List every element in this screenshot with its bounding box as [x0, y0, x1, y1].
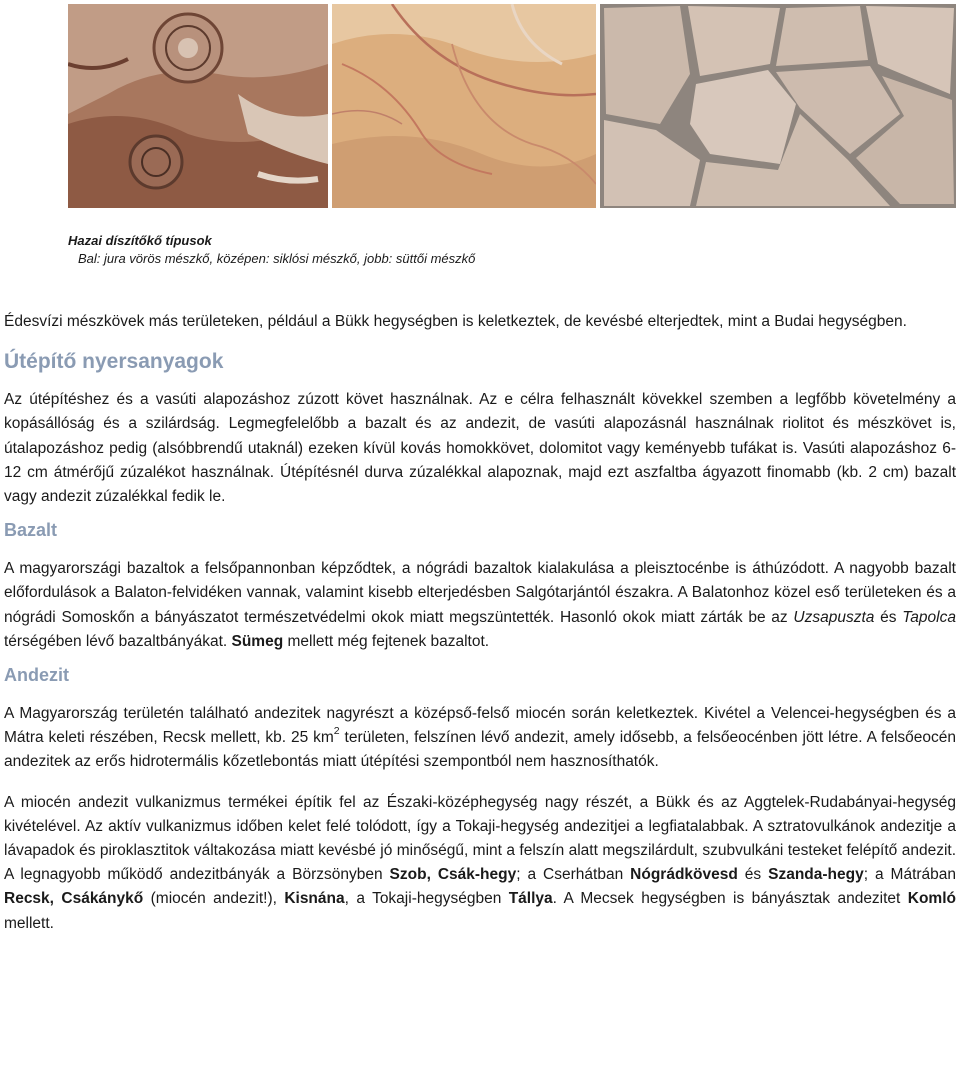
quarry-szanda: Szanda-hegy — [768, 866, 864, 884]
document-body — [4, 310, 956, 936]
andezit-text-2f: , a Tokaji-hegységben — [344, 890, 509, 908]
caption-subtitle: Bal: jura vörös mészkő, középen: siklósi mészkő, jobb: süttői mészkő — [78, 251, 476, 266]
photo-red-limestone — [68, 4, 328, 208]
andezit-text-2d: ; a Mátrában — [863, 866, 957, 884]
quarry-recsk: Recsk, Csákánykő — [4, 890, 144, 908]
caption-title: Hazai díszítőkő típusok — [68, 233, 212, 248]
quarry-kisnana: Kisnána — [284, 890, 345, 908]
place-sumeg: Sümeg — [231, 632, 284, 650]
andezit-paragraph-2 — [4, 791, 956, 936]
image-caption — [68, 232, 475, 268]
place-tapolca: Tapolca — [902, 608, 956, 626]
section-heading-bazalt: Bazalt — [4, 520, 58, 541]
bazalt-text-4: mellett még fejtenek bazaltot. — [283, 632, 490, 650]
bazalt-text-3: térségében lévő bazaltbányákat. — [4, 632, 232, 650]
superscript-2: 2 — [333, 725, 340, 738]
andezit-text-1b: területen, felszínen lévő andezit, amely idősebb, a felsőeocénben jött létre. A felsőeocén andezitek az erős hidrotermális kőzetlebontás miatt útépítési szempontból nem hasznosíthatók. — [4, 729, 956, 771]
quarry-tallya: Tállya — [508, 890, 553, 908]
photo-strip — [68, 4, 956, 208]
quarry-szob: Szob, Csák-hegy — [389, 866, 517, 884]
bazalt-paragraph — [4, 557, 956, 654]
section-heading-andezit: Andezit — [4, 665, 69, 686]
bazalt-text-1: A magyarországi bazaltok a felsőpannonban képződtek, a nógrádi bazaltok kialakulása a pleisztocénbe is áthúzódott. A nagyobb bazalt előfordulások a Balaton-felvidéken vannak, valamint kisebb elterjedésben Salgótarjántól északra. A Balatonhoz közel eső területeken és a nógrádi Somoskőn a bányászatot természetvédelmi okok miatt megszüntették. Hasonló okok miatt zárták be az — [4, 560, 956, 626]
intro-paragraph: Édesvízi mészkövek más területeken, például a Bükk hegységben is keletkeztek, de kevésbé elterjedtek, mint a Budai hegységben. — [4, 313, 907, 330]
andezit-text-2e: (miocén andezit!), — [143, 890, 285, 908]
quarry-komlo: Komló — [907, 890, 956, 908]
andezit-text-2b: ; a Cserhátban — [516, 866, 631, 884]
andezit-text-1a: A Magyarország területén található andezitek nagyrészt a középső-felső miocén során keletkeztek. Kivétel a Velencei-hegységben és a Mátra keleti részében, Recsk mellett, kb. 25 km — [4, 705, 956, 747]
photo-sutto-limestone — [600, 4, 956, 208]
place-uzsapuszta: Uzsapuszta — [793, 608, 875, 626]
quarry-nogradkovesd: Nógrádkövesd — [630, 866, 738, 884]
andezit-text-2h: mellett. — [4, 914, 54, 932]
andezit-text-2g: . A Mecsek hegységben is bányásztak andezitet — [552, 890, 908, 908]
bazalt-text-2: és — [874, 608, 903, 626]
road-materials-paragraph: Az útépítéshez és a vasúti alapozáshoz zúzott követ használnak. Az e célra felhasznált kövekkel szemben a legfőbb követelmény a kopásállóság és a szilárdság. Legmegfelelőbb a bazalt és az andezit, de vasúti alapozásnál használnak riolitot és mészkövet is, útalapozáshoz pedig (alsóbbrendű utaknál) ezeken kívül kovás homokkövet, dolomitot vagy keményebb tufákat is. Vasúti alapozáshoz 6-12 cm átmérőjű zúzalékot használnak. Útépítésnél durva zúzalékkal alapoznak, majd ezt aszfaltba ágyazott finomabb (kb. 2 cm) bazalt vagy andezit zúzalékkal fedik le. — [4, 391, 956, 506]
andezit-text-2c: és — [737, 866, 769, 884]
photo-siklos-limestone — [332, 4, 596, 208]
andezit-paragraph-1 — [4, 702, 956, 775]
andezit-text-2a: A miocén andezit vulkanizmus termékei építik fel az Északi-középhegység nagy részét, a Bükk és az Aggtelek-Rudabányai-hegység kivételével. Az aktív vulkanizmus időben kelet felé tolódott, így a Tokaji-hegység andezitjei a legfiatalabbak. A sztratovulkánok andezitje a lávapadok és piroklasztitok váltakozása miatt kevésbé jó minőségű, mint a felszín alatt megszilárdult, szubvulkáni testeket felépítő andezit. A legnagyobb működő andezitbányák a Börzsönyben — [4, 793, 956, 884]
section-heading-road-materials: Útépítő nyersanyagok — [4, 350, 224, 374]
